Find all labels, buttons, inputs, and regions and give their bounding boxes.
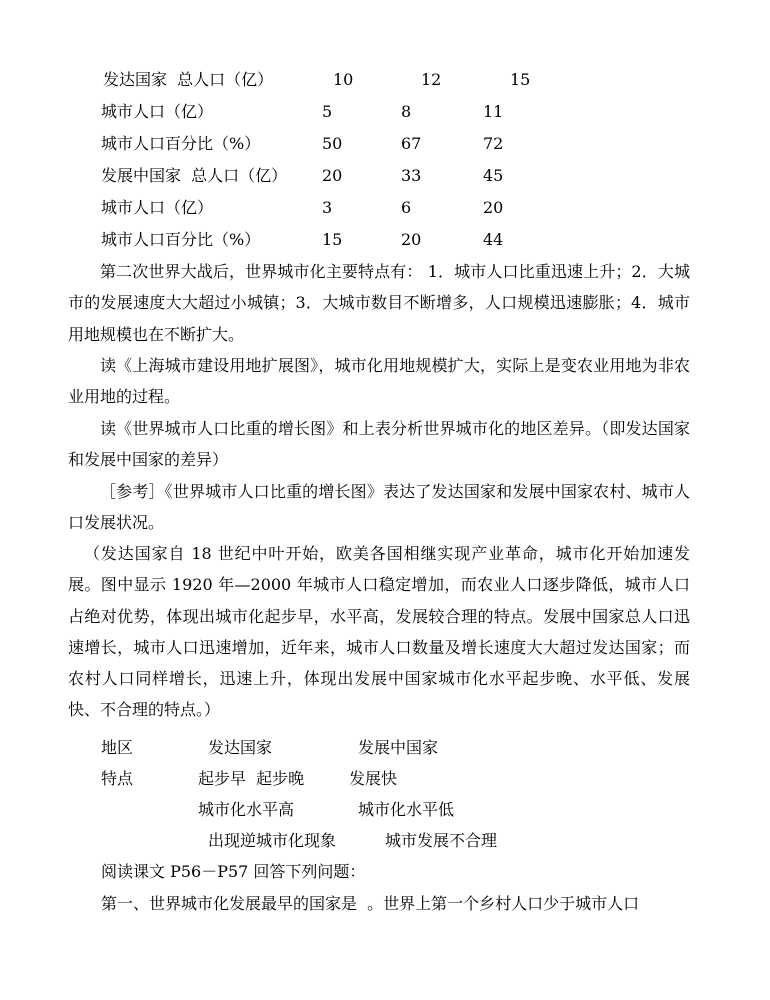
table-row-label: 发达国家 总人口（亿） [103, 70, 274, 89]
table-cell: 33 [401, 166, 422, 185]
feature-level-high: 城市化水平高 [198, 800, 295, 819]
table-row-label: 城市人口（亿） [101, 102, 214, 121]
reading-question: 第一、世界城市化发展最早的国家是 。世界上第一个乡村人口少于城市人口 [101, 894, 640, 913]
paragraph-postwar-features: 第二次世界大战后，世界城市化主要特点有： 1．城市人口比重迅速上升；2．大城市的发展速度大大超过小城镇；3．大城市数目不断增多，人口规模迅速膨胀；4．城市用地规模也在不断扩大。 [68, 262, 690, 344]
table-row-label: 城市人口百分比（%） [101, 134, 261, 153]
table-cell: 10 [333, 70, 354, 89]
feature-counter-urbanization: 出现逆城市化现象 [208, 831, 337, 850]
table-cell: 44 [483, 230, 504, 249]
table-cell: 20 [322, 166, 343, 185]
table-cell: 12 [421, 70, 442, 89]
developing-header: 发展中国家 [358, 738, 439, 757]
feature-level-low: 城市化水平低 [358, 800, 455, 819]
feature-unreasonable: 城市发展不合理 [385, 831, 498, 850]
reading-instruction: 阅读课文 P56－P57 回答下列问题： [101, 862, 366, 881]
table-row-label: 发展中国家 总人口（亿） [101, 166, 288, 185]
feature-label: 特点 [101, 769, 134, 788]
table-row-label: 城市人口百分比（%） [101, 230, 261, 249]
developed-header: 发达国家 [208, 738, 273, 757]
feature-start: 起步早 起步晚 [198, 769, 305, 788]
table-cell: 15 [510, 70, 531, 89]
feature-speed: 发展快 [349, 769, 398, 788]
table-cell: 15 [322, 230, 343, 249]
paragraph-regional-difference: 读《世界城市人口比重的增长图》和上表分析世界城市化的地区差异。（即发达国家和发展中国家的差异） [68, 419, 690, 470]
table-cell: 20 [483, 198, 504, 217]
table-cell: 20 [401, 230, 422, 249]
table-cell: 67 [401, 134, 422, 153]
table-cell: 72 [483, 134, 504, 153]
table-cell: 45 [483, 166, 504, 185]
paragraph-explanation: （发达国家自 18 世纪中叶开始，欧美各国相继实现产业革命，城市化开始加速发展。图中显示 1920 年—2000 年城市人口稳定增加，而农业人口逐步降低，城市人口占绝对优势，体现出城市化起步早，水平高，发展较合理的特点。发展中国家总人口迅速增长，城市人口迅速增加，近年来，城市人口数量及增长速度大大超过发达国家；而农村人口同样增长，迅速上升，体现出发展中国家城市化水平起步晚、水平低、发展快、不合理的特点。） [68, 544, 690, 720]
table-row-label: 城市人口（亿） [101, 198, 214, 217]
table-cell: 3 [322, 198, 333, 217]
table-cell: 50 [322, 134, 343, 153]
table-cell: 11 [483, 102, 504, 121]
paragraph-shanghai-map: 读《上海城市建设用地扩展图》，城市化用地规模扩大，实际上是变农业用地为非农业用地的过程。 [68, 356, 690, 407]
table-cell: 5 [322, 102, 333, 121]
table-cell: 6 [401, 198, 412, 217]
table-cell: 8 [401, 102, 412, 121]
region-label: 地区 [101, 738, 134, 757]
paragraph-reference: ［参考］《世界城市人口比重的增长图》表达了发达国家和发展中国家农村、城市人口发展状况。 [68, 482, 690, 533]
